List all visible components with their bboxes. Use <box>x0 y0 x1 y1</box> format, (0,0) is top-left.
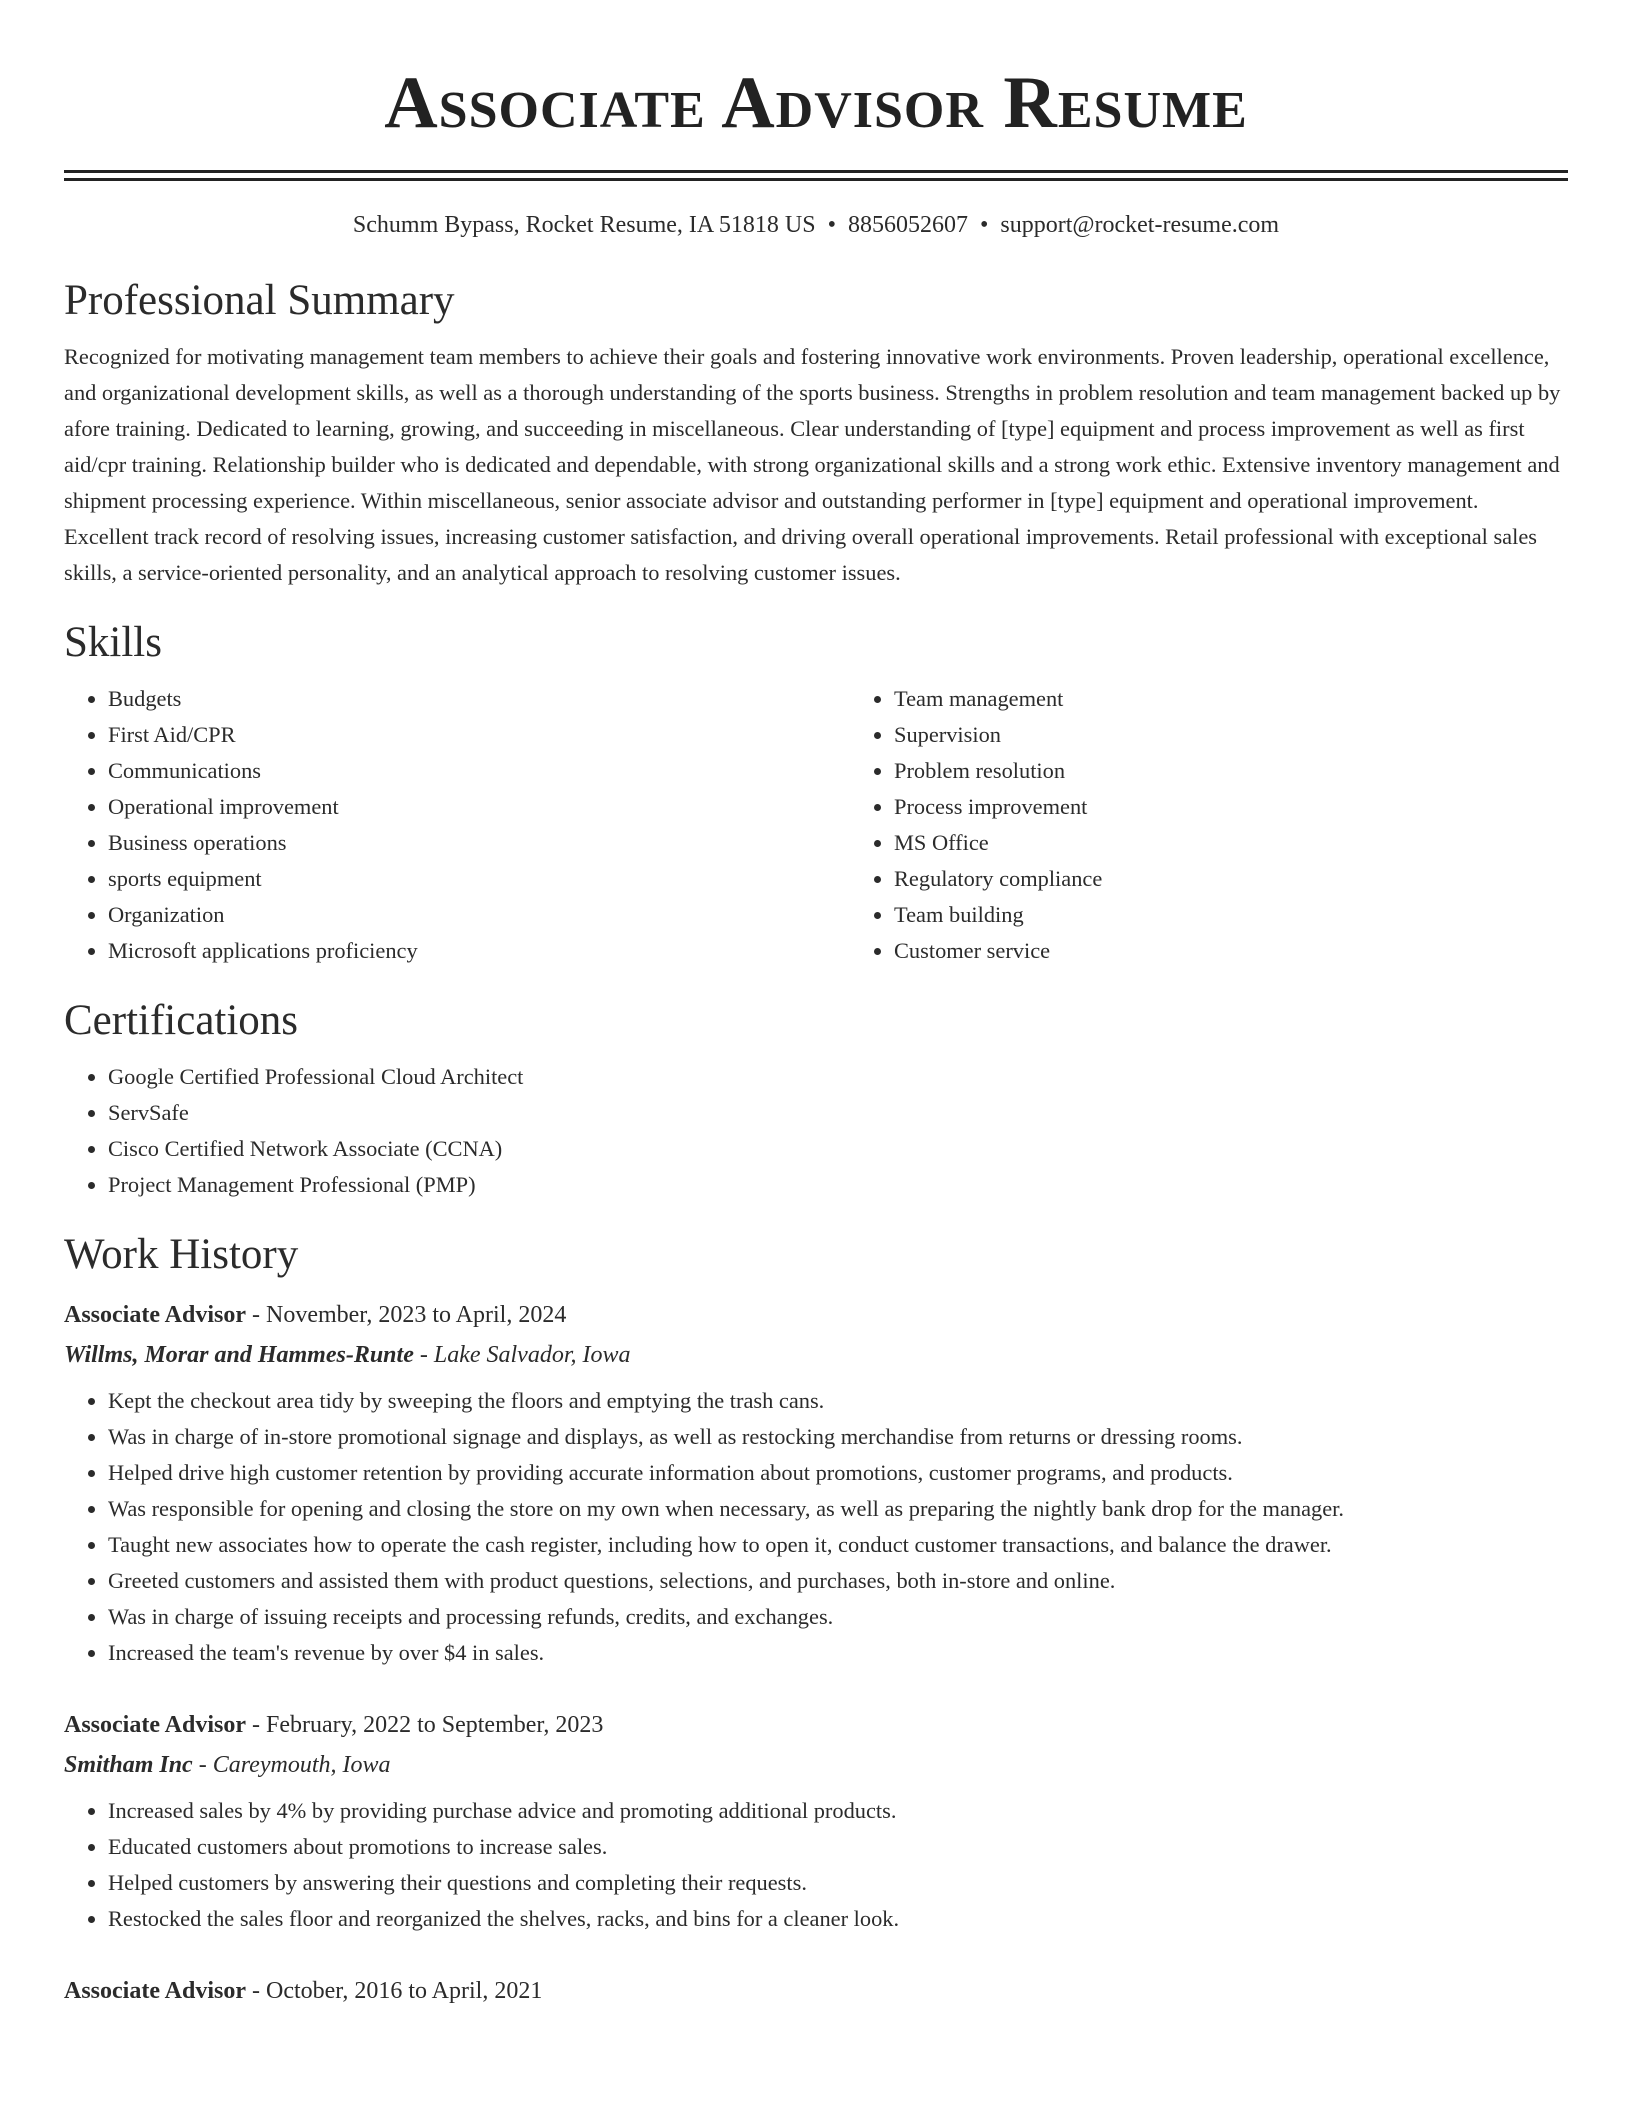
certifications-list <box>64 1059 1568 1203</box>
job-duty: • Greeted customers and assisted them with product questions, selections, and purchases, both in-store and online. <box>108 1563 1568 1599</box>
job-duties <box>64 1383 1568 1671</box>
job-entry <box>64 1971 1568 2011</box>
contact-phone: 8856052607 <box>847 212 968 238</box>
contact-email: support@rocket-resume.com <box>1000 212 1280 238</box>
job-role: Associate Advisor <box>64 1712 246 1738</box>
skill-item: • MS Office <box>894 825 1568 861</box>
skill-item: • Team management <box>894 681 1568 717</box>
skill-item: • Communications <box>108 753 850 789</box>
title-divider <box>64 170 1568 181</box>
job-entry <box>64 1705 1568 1937</box>
skill-item: • Business operations <box>108 825 850 861</box>
job-company: Smitham Inc <box>64 1752 193 1778</box>
job-location: Lake Salvador, Iowa <box>433 1342 631 1368</box>
job-title-line: Associate Advisor - February, 2022 to September, 2023 <box>64 1712 604 1738</box>
contact-separator: • <box>979 212 989 238</box>
skill-item: • Organization <box>108 897 850 933</box>
job-duty: • Was responsible for opening and closing the store on my own when necessary, as well as preparing the nightly bank drop for the manager. <box>108 1491 1568 1527</box>
certifications-heading: Certifications <box>64 997 299 1044</box>
skill-item: • Microsoft applications proficiency <box>108 933 850 969</box>
certification-item: • ServSafe <box>108 1095 1568 1131</box>
job-duty: • Was in charge of issuing receipts and processing refunds, credits, and exchanges. <box>108 1599 1568 1635</box>
work-history-heading: Work History <box>64 1231 299 1278</box>
job-duty: • Restocked the sales floor and reorganized the shelves, racks, and bins for a cleaner look. <box>108 1901 1568 1937</box>
skill-item: • Supervision <box>894 717 1568 753</box>
job-company-line: Smitham Inc - Careymouth, Iowa <box>64 1752 391 1778</box>
job-dates: February, 2022 to September, 2023 <box>266 1712 604 1738</box>
job-duty: • Increased the team's revenue by over $4 in sales. <box>108 1635 1568 1671</box>
skill-item: • Process improvement <box>894 789 1568 825</box>
summary-heading: Professional Summary <box>64 277 455 324</box>
job-duties <box>64 1793 1568 1937</box>
certification-item: • Project Management Professional (PMP) <box>108 1167 1568 1203</box>
skill-item: • Problem resolution <box>894 753 1568 789</box>
skill-item: • Customer service <box>894 933 1568 969</box>
job-dates: October, 2016 to April, 2021 <box>266 1978 543 2004</box>
job-title-line: Associate Advisor - October, 2016 to April, 2021 <box>64 1978 543 2004</box>
contact-address: Schumm Bypass, Rocket Resume, IA 51818 US <box>352 212 816 238</box>
job-duty: • Helped drive high customer retention by providing accurate information about promotions, customer programs, and products. <box>108 1455 1568 1491</box>
certification-item: • Cisco Certified Network Associate (CCNA) <box>108 1131 1568 1167</box>
job-duty: • Was in charge of in-store promotional signage and displays, as well as restocking merchandise from returns or dressing rooms. <box>108 1419 1568 1455</box>
skill-item: • Budgets <box>108 681 850 717</box>
skills-list-right <box>850 681 1568 969</box>
job-duty: • Helped customers by answering their questions and completing their requests. <box>108 1865 1568 1901</box>
skills-columns <box>64 681 1568 969</box>
job-duty: • Increased sales by 4% by providing purchase advice and promoting additional products. <box>108 1793 1568 1829</box>
job-duty: • Educated customers about promotions to increase sales. <box>108 1829 1568 1865</box>
skill-item: • sports equipment <box>108 861 850 897</box>
job-role: Associate Advisor <box>64 1302 246 1328</box>
skill-item: • Regulatory compliance <box>894 861 1568 897</box>
resume-title: Associate Advisor Resume <box>384 62 1248 144</box>
contact-line <box>64 209 1568 241</box>
contact-separator: • <box>827 212 836 238</box>
skill-item: • Team building <box>894 897 1568 933</box>
job-location: Careymouth, Iowa <box>212 1752 391 1778</box>
skills-heading: Skills <box>64 619 162 666</box>
job-title-line: Associate Advisor - November, 2023 to April, 2024 <box>64 1302 567 1328</box>
job-duty: • Taught new associates how to operate the cash register, including how to open it, conduct customer transactions, and balance the drawer. <box>108 1527 1568 1563</box>
skills-list-left <box>64 681 850 969</box>
skill-item: • First Aid/CPR <box>108 717 850 753</box>
job-duty: • Kept the checkout area tidy by sweeping the floors and emptying the trash cans. <box>108 1383 1568 1419</box>
job-role: Associate Advisor <box>64 1978 246 2004</box>
job-company-line: Willms, Morar and Hammes-Runte - Lake Salvador, Iowa <box>64 1342 631 1368</box>
job-company: Willms, Morar and Hammes-Runte <box>64 1342 414 1368</box>
skill-item: • Operational improvement <box>108 789 850 825</box>
job-entry <box>64 1295 1568 1671</box>
certification-item: • Google Certified Professional Cloud Architect <box>108 1059 1568 1095</box>
summary-text: Recognized for motivating management team members to achieve their goals and fostering innovative work environments. Proven leadership, operational excellence, and organizational development skills, as well as a thorough understanding of the sports business. Strengths in problem resolution and team management backed up by afore training. Dedicated to learning, growing, and succeeding in miscellaneous. Clear understanding of [type] equipment and process improvement as well as first aid/cpr training. Relationship builder who is dedicated and dependable, with strong organizational skills and a strong work ethic. Extensive inventory management and shipment processing experience. Within miscellaneous, senior associate advisor and outstanding performer in [type] equipment and operational improvement. Excellent track record of resolving issues, increasing customer satisfaction, and driving overall operational improvements. Retail professional with exceptional sales skills, a service-oriented personality, and an analytical approach to resolving customer issues. <box>64 344 1561 585</box>
job-dates: November, 2023 to April, 2024 <box>266 1302 567 1328</box>
